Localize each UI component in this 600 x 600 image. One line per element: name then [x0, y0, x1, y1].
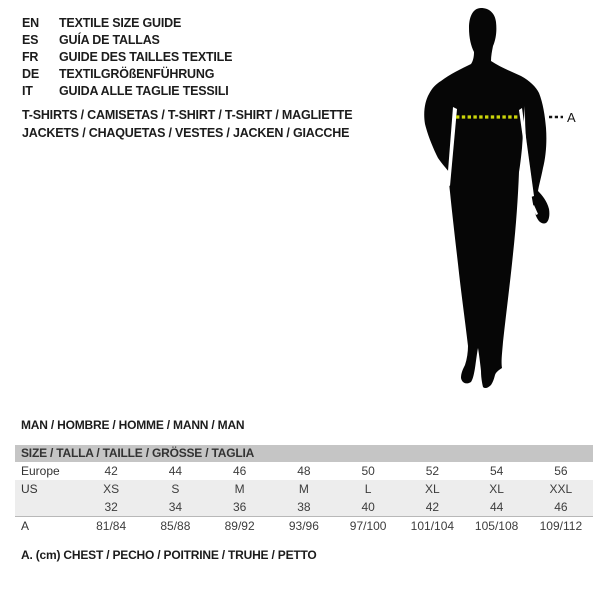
size-cell: 93/96	[288, 519, 319, 533]
row-label-us: US	[21, 482, 38, 496]
size-cell: 40	[361, 500, 375, 514]
row-label-a: A	[21, 519, 30, 533]
size-cell: L	[364, 482, 372, 496]
size-table-row-europe	[15, 462, 593, 480]
size-cell: 85/88	[160, 519, 191, 533]
size-cell: 42	[425, 500, 440, 514]
language-label: TEXTILGRÖßENFÜHRUNG	[59, 66, 215, 81]
category-block	[22, 107, 352, 142]
size-cell: 48	[297, 464, 311, 478]
size-cell: 81/84	[96, 519, 127, 533]
man-silhouette	[424, 8, 549, 388]
size-cell: 36	[232, 500, 247, 514]
size-cell: 105/108	[474, 519, 519, 533]
language-code: FR	[22, 49, 39, 64]
language-code: ES	[22, 32, 39, 47]
language-label: GUÍA DE TALLAS	[59, 32, 160, 47]
measurement-label-a: A	[567, 110, 576, 125]
size-cell: M	[298, 482, 309, 496]
size-cell: 44	[489, 500, 504, 514]
size-table-row-us	[15, 480, 593, 498]
size-table-row-uk	[15, 498, 593, 517]
man-silhouette-svg	[390, 0, 600, 420]
language-item	[22, 82, 232, 99]
footnote-chest: A. (cm) CHEST / PECHO / POITRINE / TRUHE / PETTO	[21, 548, 317, 562]
size-cell: 46	[232, 464, 247, 478]
language-item	[22, 48, 232, 65]
size-cell: 32	[104, 500, 118, 514]
size-cell: 56	[554, 464, 568, 478]
size-cell: 50	[361, 464, 375, 478]
size-cell: 89/92	[224, 519, 255, 533]
language-code: EN	[22, 15, 39, 30]
row-label-europe: Europe	[21, 464, 60, 478]
category-line-jackets: JACKETS / CHAQUETAS / VESTES / JACKEN / GIACCHE	[22, 125, 350, 140]
size-cell: 101/104	[410, 519, 455, 533]
language-item	[22, 31, 232, 48]
language-code: DE	[22, 66, 39, 81]
size-cell: 97/100	[349, 519, 387, 533]
size-table-row-chest	[15, 517, 593, 535]
category-line-tshirts: T-SHIRTS / CAMISETAS / T-SHIRT / T-SHIRT / MAGLIETTE	[22, 108, 353, 122]
language-label: GUIDA ALLE TAGLIE TESSILI	[59, 83, 229, 98]
size-cell: 44	[168, 464, 183, 478]
size-cell: 54	[489, 464, 504, 478]
size-table	[15, 445, 593, 535]
size-cell: 34	[168, 500, 183, 514]
language-item	[22, 14, 232, 31]
size-cell: 46	[554, 500, 568, 514]
row-label-blank	[15, 498, 79, 516]
size-cell: XS	[103, 482, 120, 496]
size-cell: 52	[425, 464, 440, 478]
size-table-header: SIZE / TALLA / TAILLE / GRÖSSE / TAGLIA	[15, 445, 593, 462]
size-cell: 38	[297, 500, 311, 514]
size-cell: 109/112	[539, 519, 583, 533]
size-cell: XL	[489, 482, 504, 496]
size-cell: XXL	[549, 482, 573, 496]
size-cell: S	[171, 482, 180, 496]
language-item	[22, 65, 232, 82]
size-cell: XL	[425, 482, 440, 496]
language-label: GUIDE DES TAILLES TEXTILE	[59, 49, 233, 64]
language-code: IT	[22, 83, 33, 98]
size-cell: M	[234, 482, 245, 496]
language-label: TEXTILE SIZE GUIDE	[59, 15, 182, 30]
section-title-man: MAN / HOMBRE / HOMME / MANN / MAN	[21, 418, 245, 432]
size-cell: 42	[104, 464, 118, 478]
man-silhouette-figure	[390, 0, 600, 420]
language-guide-block	[22, 14, 232, 99]
